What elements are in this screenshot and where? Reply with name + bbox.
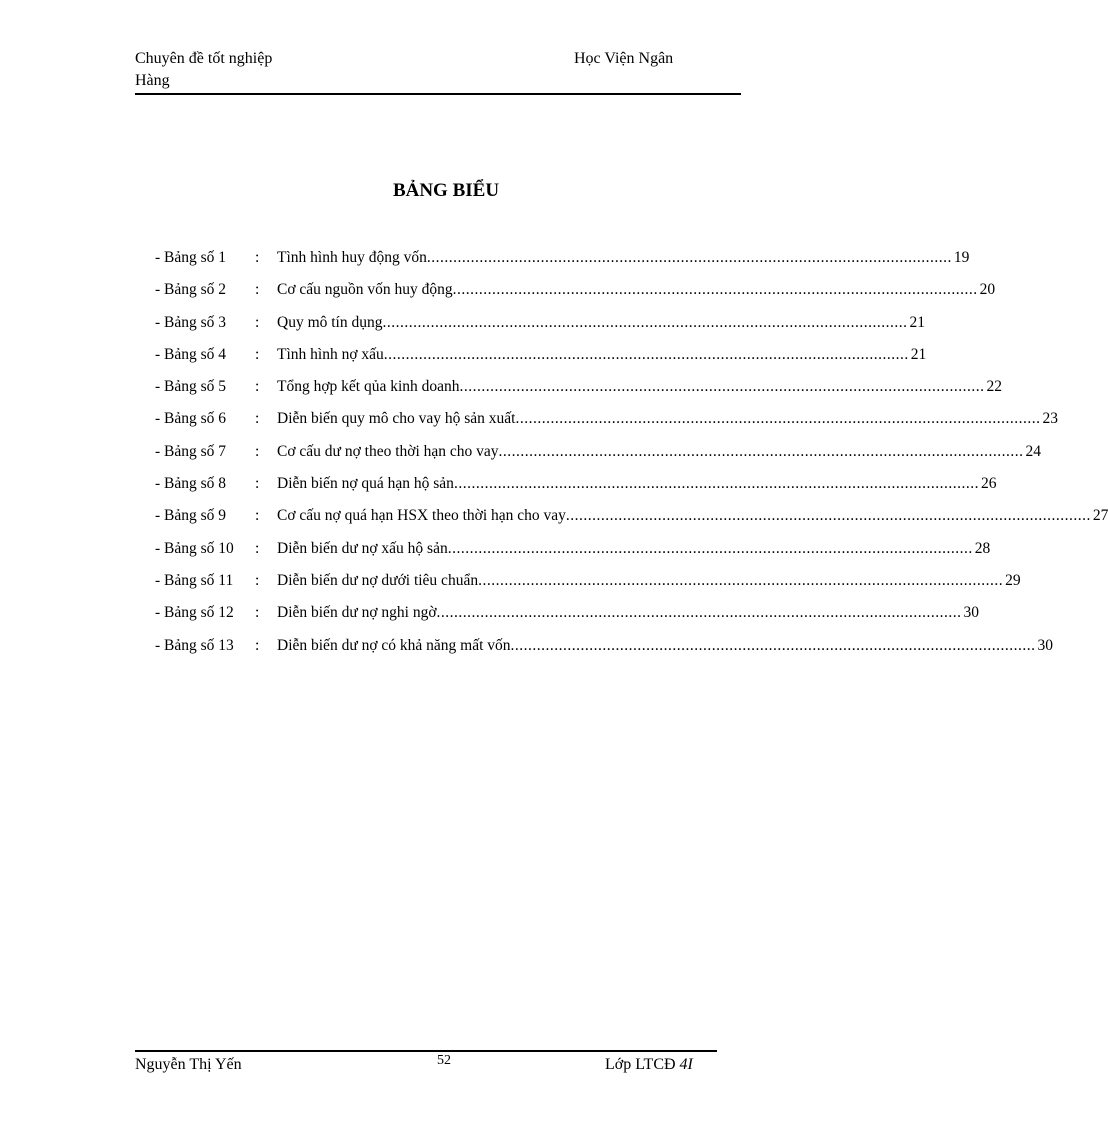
table-of-tables [155, 249, 1108, 669]
toc-row [155, 636, 1054, 669]
toc-leader-dots: ........................................................................................................................ [565, 507, 1091, 525]
toc-colon: : [255, 345, 260, 363]
toc-page-number: 21 [910, 345, 927, 363]
toc-title [277, 637, 1036, 655]
toc-row [155, 604, 980, 636]
toc-page-number: 28 [974, 539, 991, 557]
toc-title [277, 410, 1040, 428]
header-left-line1: Chuyên đề tốt nghiệp [135, 50, 273, 67]
toc-colon: : [255, 410, 260, 428]
footer-page-number: 52 [437, 1053, 451, 1068]
toc-title [277, 443, 1024, 461]
toc-title-text: Diễn biến quy mô cho vay hộ sản xuất [277, 410, 516, 428]
toc-colon: : [255, 442, 260, 460]
toc-title-text: Cơ cấu nợ quá hạn HSX theo thời hạn cho vay [277, 507, 566, 525]
toc-title-text: Diễn biến dư nợ nghi ngờ [277, 604, 437, 622]
toc-title [277, 346, 909, 364]
toc-colon: : [255, 571, 260, 589]
footer-rule [135, 1050, 717, 1052]
toc-title-text: Quy mô tín dụng [277, 313, 383, 331]
footer-class-suffix: 4I [679, 1056, 693, 1073]
toc-row [155, 281, 996, 313]
toc-page-number: 26 [980, 475, 997, 493]
header-rule [135, 93, 741, 95]
toc-leader-dots: ........................................................................................................................ [478, 571, 1004, 589]
toc-row [155, 571, 1021, 604]
toc-title [277, 540, 973, 558]
toc-title-text: Diễn biến dư nợ xấu hộ sản [277, 539, 448, 557]
toc-number: - Bảng số 5 [155, 378, 227, 396]
toc-colon: : [255, 539, 260, 557]
toc-title-text: Diễn biến nợ quá hạn hộ sản [277, 475, 454, 493]
footer-author: Nguyễn Thị Yến [135, 1056, 242, 1073]
toc-title-text: Tình hình huy động vốn [277, 249, 427, 266]
toc-leader-dots: ........................................................................................................................ [515, 410, 1041, 428]
toc-page-number: 30 [963, 604, 980, 622]
toc-title [277, 378, 985, 396]
toc-row [155, 539, 991, 572]
footer-class-prefix: Lớp LTCĐ [605, 1056, 680, 1073]
toc-colon: : [255, 249, 260, 266]
toc-leader-dots: ........................................................................................................................ [426, 249, 952, 266]
toc-title-text: Cơ cấu dư nợ theo thời hạn cho vay [277, 442, 499, 460]
toc-colon: : [255, 313, 260, 331]
header-left-line2: Hàng [135, 72, 170, 89]
toc-leader-dots: ........................................................................................................................ [383, 345, 909, 363]
toc-colon: : [255, 281, 260, 299]
toc-row [155, 249, 970, 281]
toc-leader-dots: ........................................................................................................................ [510, 636, 1036, 654]
toc-number: - Bảng số 3 [155, 313, 227, 331]
toc-row [155, 345, 927, 378]
toc-leader-dots: ........................................................................................................................ [459, 378, 985, 396]
toc-page-number: 23 [1042, 410, 1058, 428]
toc-page-number: 29 [1005, 571, 1021, 589]
toc-title-text: Diễn biến dư nợ dưới tiêu chuẩn [277, 571, 479, 589]
toc-page-number: 19 [953, 249, 970, 266]
toc-leader-dots: ........................................................................................................................ [452, 281, 978, 299]
toc-title-text: Cơ cấu nguồn vốn huy động [277, 281, 453, 299]
toc-number: - Bảng số 6 [155, 410, 227, 428]
toc-number: - Bảng số 1 [155, 249, 227, 266]
toc-leader-dots: ........................................................................................................................ [436, 604, 962, 622]
toc-title-text: Tổng hợp kết qủa kinh doanh [277, 378, 460, 396]
toc-page-number: 27 [1092, 507, 1108, 525]
toc-colon: : [255, 636, 260, 654]
toc-number: - Bảng số 12 [155, 604, 234, 622]
toc-row [155, 378, 1003, 410]
toc-title [277, 572, 1003, 590]
toc-title [277, 249, 952, 267]
toc-number: - Bảng số 9 [155, 507, 227, 525]
toc-title [277, 314, 908, 332]
toc-leader-dots: ........................................................................................................................ [453, 475, 979, 493]
toc-number: - Bảng số 10 [155, 539, 234, 557]
toc-title [277, 507, 1091, 525]
toc-number: - Bảng số 2 [155, 281, 227, 299]
toc-title [277, 604, 962, 622]
toc-number: - Bảng số 4 [155, 345, 227, 363]
toc-page-number: 24 [1025, 442, 1042, 460]
page-title: BẢNG BIỂU [392, 180, 500, 201]
toc-number: - Bảng số 7 [155, 442, 227, 460]
toc-row [155, 442, 1042, 475]
footer-class [605, 1056, 693, 1074]
toc-title-text: Diễn biến dư nợ có khả năng mất vốn [277, 636, 511, 654]
toc-colon: : [255, 507, 260, 525]
toc-page-number: 22 [986, 378, 1003, 396]
toc-colon: : [255, 475, 260, 493]
toc-row [155, 475, 997, 507]
toc-colon: : [255, 378, 260, 396]
toc-number: - Bảng số 8 [155, 475, 227, 493]
toc-colon: : [255, 604, 260, 622]
toc-leader-dots: ........................................................................................................................ [382, 313, 908, 331]
toc-title [277, 281, 978, 299]
toc-page-number: 20 [979, 281, 996, 299]
toc-page-number: 30 [1037, 636, 1054, 654]
toc-row [155, 410, 1058, 442]
toc-row [155, 313, 925, 346]
toc-leader-dots: ........................................................................................................................ [498, 442, 1024, 460]
toc-row [155, 507, 1108, 539]
toc-leader-dots: ........................................................................................................................ [447, 539, 973, 557]
toc-number: - Bảng số 11 [155, 571, 234, 589]
toc-number: - Bảng số 13 [155, 636, 234, 654]
toc-page-number: 21 [909, 313, 925, 331]
toc-title [277, 475, 979, 493]
header-right: Học Viện Ngân [574, 50, 674, 67]
toc-title-text: Tình hình nợ xấu [277, 345, 384, 363]
